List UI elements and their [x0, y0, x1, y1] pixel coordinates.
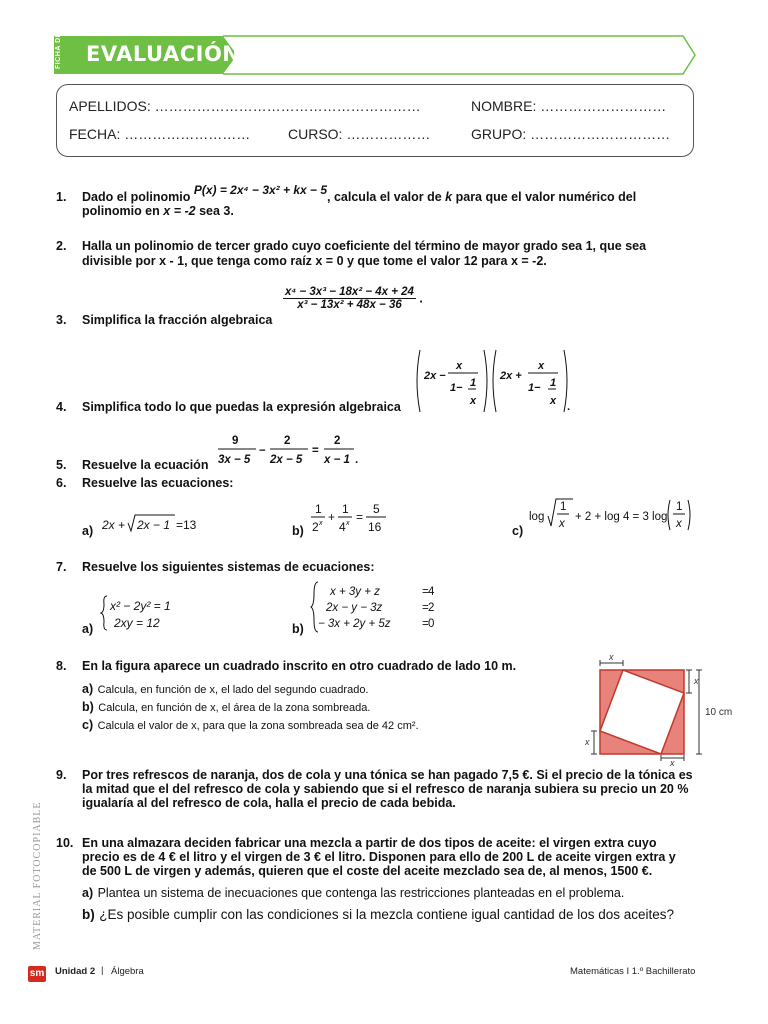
svg-text:+: + [328, 510, 336, 524]
q6b-equation [308, 500, 398, 536]
q8-number: 8. [56, 659, 67, 673]
q8-item-c [82, 716, 419, 734]
q10-line1: En una almazara deciden fabricar una mezcla a partir de dos tipos de aceite: el virgen extra cuyo [82, 836, 657, 850]
svg-text:x: x [676, 518, 682, 530]
q1-polynomial: P(x) = 2x⁴ − 3x² + kx − 5 [193, 183, 328, 197]
q10-line2: precio es de 4 € el litro y el virgen de 3 € el litro. Disponen para ello de 200 L de aceite virgen extra y [82, 850, 676, 864]
svg-text:1: 1 [315, 502, 322, 516]
q3-number: 3. [56, 313, 67, 327]
q9-line2: la mitad que el del refresco de cola y sabiendo que si el refresco de naranja subiera su precio un 20 % [82, 782, 689, 796]
svg-text:=: = [312, 445, 319, 457]
svg-text:x: x [319, 520, 323, 527]
q10-item-a [82, 884, 624, 902]
q1-x-value: x = -2 [163, 204, 196, 218]
svg-text:0: 0 [428, 618, 435, 630]
q6-text: Resuelve las ecuaciones: [82, 476, 234, 490]
svg-text:=13: =13 [176, 518, 197, 532]
q10-item-label: a) [82, 886, 94, 900]
q10-item-label: b) [82, 907, 95, 922]
q10-item-text: ¿Es posible cumplir con las condiciones si la mezcla contiene igual cantidad de los dos aceites? [99, 907, 675, 922]
svg-text:− 3x + 2y + 5z: − 3x + 2y + 5z [318, 618, 391, 630]
q9-number: 9. [56, 768, 67, 782]
svg-text:x² − 2y² = 1: x² − 2y² = 1 [110, 599, 171, 613]
fig-x-label: x [670, 758, 675, 766]
q8-item-a [82, 680, 369, 698]
svg-text:2: 2 [284, 435, 291, 447]
fig-x-label: x [609, 654, 614, 662]
svg-text:2xy = 12: 2xy = 12 [114, 616, 160, 630]
svg-text:2x − y − 3z: 2x − y − 3z [326, 602, 383, 614]
svg-text:+ 2 + log 4 = 3 log: + 2 + log 4 = 3 log [575, 511, 668, 523]
svg-text:3x − 5: 3x − 5 [218, 454, 251, 466]
footer-separator: | [101, 965, 104, 976]
q3-numerator: x⁴ − 3x³ − 18x² − 4x + 24 [285, 286, 414, 298]
fig-side-label: 10 cm [705, 707, 733, 718]
ficha-tag [54, 32, 71, 74]
q3-fraction: $\frac{\text{x⁴ − 3x³ − 18x² − 4x + 24}}{\text{x³ − 13x² + 48x − 36}}$ . [285, 286, 423, 311]
q5-text: Resuelve la ecuación [82, 458, 209, 472]
footer-topic: Álgebra [111, 966, 144, 977]
q1-part: Dado el polinomio [82, 190, 191, 204]
q8-item-text: Calcula el valor de x, para que la zona sombreada sea de 42 cm². [97, 720, 419, 732]
q4-expression [414, 348, 574, 414]
q1-part: para que el valor numérico del [455, 190, 637, 204]
q4-number: 4. [56, 400, 67, 414]
svg-text:1: 1 [560, 501, 567, 513]
q1-part: sea 3. [199, 204, 234, 218]
q2-line2: divisible por x - 1, que tenga como raíz x = 0 y que tome el valor 12 para x = -2. [82, 254, 547, 268]
q8-item-label: a) [82, 682, 94, 696]
svg-text:1: 1 [676, 501, 683, 513]
svg-text:2x +: 2x + [500, 370, 522, 382]
svg-text:5: 5 [373, 502, 380, 516]
q10-number: 10. [56, 836, 74, 850]
svg-text:log: log [529, 511, 545, 523]
svg-text:2: 2 [334, 435, 341, 447]
svg-text:=: = [422, 586, 429, 598]
q1-part: , calcula el valor de [327, 190, 442, 204]
q10-line3: de 500 L de virgen y además, quieren que el coste del aceite mezclado sea de, al menos, 1500 €. [82, 864, 653, 878]
q6c-equation [527, 496, 697, 536]
svg-text:x − 1: x − 1 [324, 454, 350, 466]
side-notice: MATERIAL FOTOCOPIABLE [32, 801, 43, 950]
q2-line1: Halla un polinomio de tercer grado cuyo coeficiente del término de mayor grado sea 1, que sea [82, 239, 647, 253]
svg-text:x: x [346, 520, 350, 527]
svg-text:4: 4 [428, 586, 435, 598]
q3-text: Simplifica la fracción algebraica [82, 313, 273, 327]
ficha-tag-label: FICHA DE [55, 32, 62, 69]
q1-text [82, 183, 637, 205]
curso-field[interactable]: CURSO: ……………… [288, 126, 431, 142]
q6a-equation [100, 512, 220, 536]
svg-text:.: . [355, 454, 359, 466]
fig-x-label: x [585, 737, 590, 747]
svg-text:2x − 1: 2x − 1 [137, 518, 171, 532]
q6-number: 6. [56, 476, 67, 490]
q10-item-text: Plantea un sistema de inecuaciones que contenga las restricciones planteadas en el problema. [97, 886, 625, 900]
svg-text:x: x [456, 360, 463, 372]
svg-text:9: 9 [232, 435, 239, 447]
q7b-label: b) [292, 622, 304, 636]
q7b-system [310, 580, 450, 634]
svg-text:2x − 5: 2x − 5 [270, 454, 303, 466]
q2-number: 2. [56, 239, 67, 253]
q8-item-text: Calcula, en función de x, el área de la zona sombreada. [98, 702, 371, 714]
q1-text-line2 [82, 204, 234, 219]
svg-text:−: − [259, 445, 266, 457]
svg-text:x: x [550, 395, 557, 407]
q8-item-b [82, 698, 370, 716]
q1-part: polinomio en [82, 204, 160, 218]
svg-text:16: 16 [368, 520, 382, 534]
footer-unit: Unidad 2 [55, 966, 96, 977]
q8-text: En la figura aparece un cuadrado inscrito en otro cuadrado de lado 10 m. [82, 659, 517, 673]
svg-text:1−: 1− [450, 382, 463, 394]
q5-equation [214, 430, 364, 470]
publisher-logo: sm [28, 966, 46, 982]
svg-text:1−: 1− [528, 382, 541, 394]
fecha-field[interactable]: FECHA: ……………………… [69, 126, 251, 142]
svg-text:=: = [356, 510, 364, 524]
q7a-system [100, 594, 190, 634]
q9-line3: igualaría al del refresco de cola, halla el precio de cada bebida. [82, 796, 456, 810]
svg-text:x: x [470, 395, 477, 407]
q3-denominator: x³ − 13x² + 48x − 36 [297, 299, 402, 311]
nombre-field[interactable]: NOMBRE: ……………………… [471, 98, 667, 114]
q7a-label: a) [82, 622, 94, 636]
svg-text:1: 1 [342, 502, 349, 516]
svg-text:2x +: 2x + [102, 518, 126, 532]
svg-text:2: 2 [312, 520, 319, 534]
svg-text:1: 1 [550, 377, 557, 389]
q6b-label: b) [292, 524, 304, 538]
footer-course: Matemáticas I 1.º Bachillerato [570, 966, 696, 977]
q10-item-b [82, 906, 674, 924]
svg-text:x + 3y + z: x + 3y + z [330, 586, 380, 598]
q1-k: k [445, 190, 453, 204]
svg-text:2: 2 [428, 602, 435, 614]
q6c-label: c) [512, 524, 524, 538]
svg-text:=: = [422, 602, 429, 614]
svg-text:2x −: 2x − [424, 370, 446, 382]
q8-item-label: b) [82, 700, 94, 714]
q5-number: 5. [56, 458, 67, 472]
svg-text:4: 4 [339, 520, 346, 534]
svg-text:x: x [559, 518, 565, 530]
apellidos-field[interactable]: APELLIDOS: ………………………………………………… [69, 98, 421, 114]
q8-figure [585, 654, 745, 766]
grupo-field[interactable]: GRUPO: ………………………… [471, 126, 671, 142]
svg-text:x: x [538, 360, 545, 372]
q1-number: 1. [56, 190, 67, 204]
q7-number: 7. [56, 560, 67, 574]
q8-item-label: c) [82, 718, 94, 732]
q7-text: Resuelve los siguientes sistemas de ecuaciones: [82, 560, 375, 574]
q6a-label: a) [82, 524, 94, 538]
svg-text:1: 1 [470, 377, 477, 389]
page-title: EVALUACIÓN [86, 42, 241, 66]
fig-x-label: x [694, 676, 699, 686]
q8-item-text: Calcula, en función de x, el lado del segundo cuadrado. [97, 684, 369, 696]
svg-text:=: = [422, 618, 429, 630]
svg-text:.: . [567, 401, 571, 413]
q4-text: Simplifica todo lo que puedas la expresión algebraica [82, 400, 401, 414]
q9-line1: Por tres refrescos de naranja, dos de cola y una tónica se han pagado 7,5 €. Si el precio de la tónica es [82, 768, 693, 782]
student-info-box [56, 84, 694, 157]
